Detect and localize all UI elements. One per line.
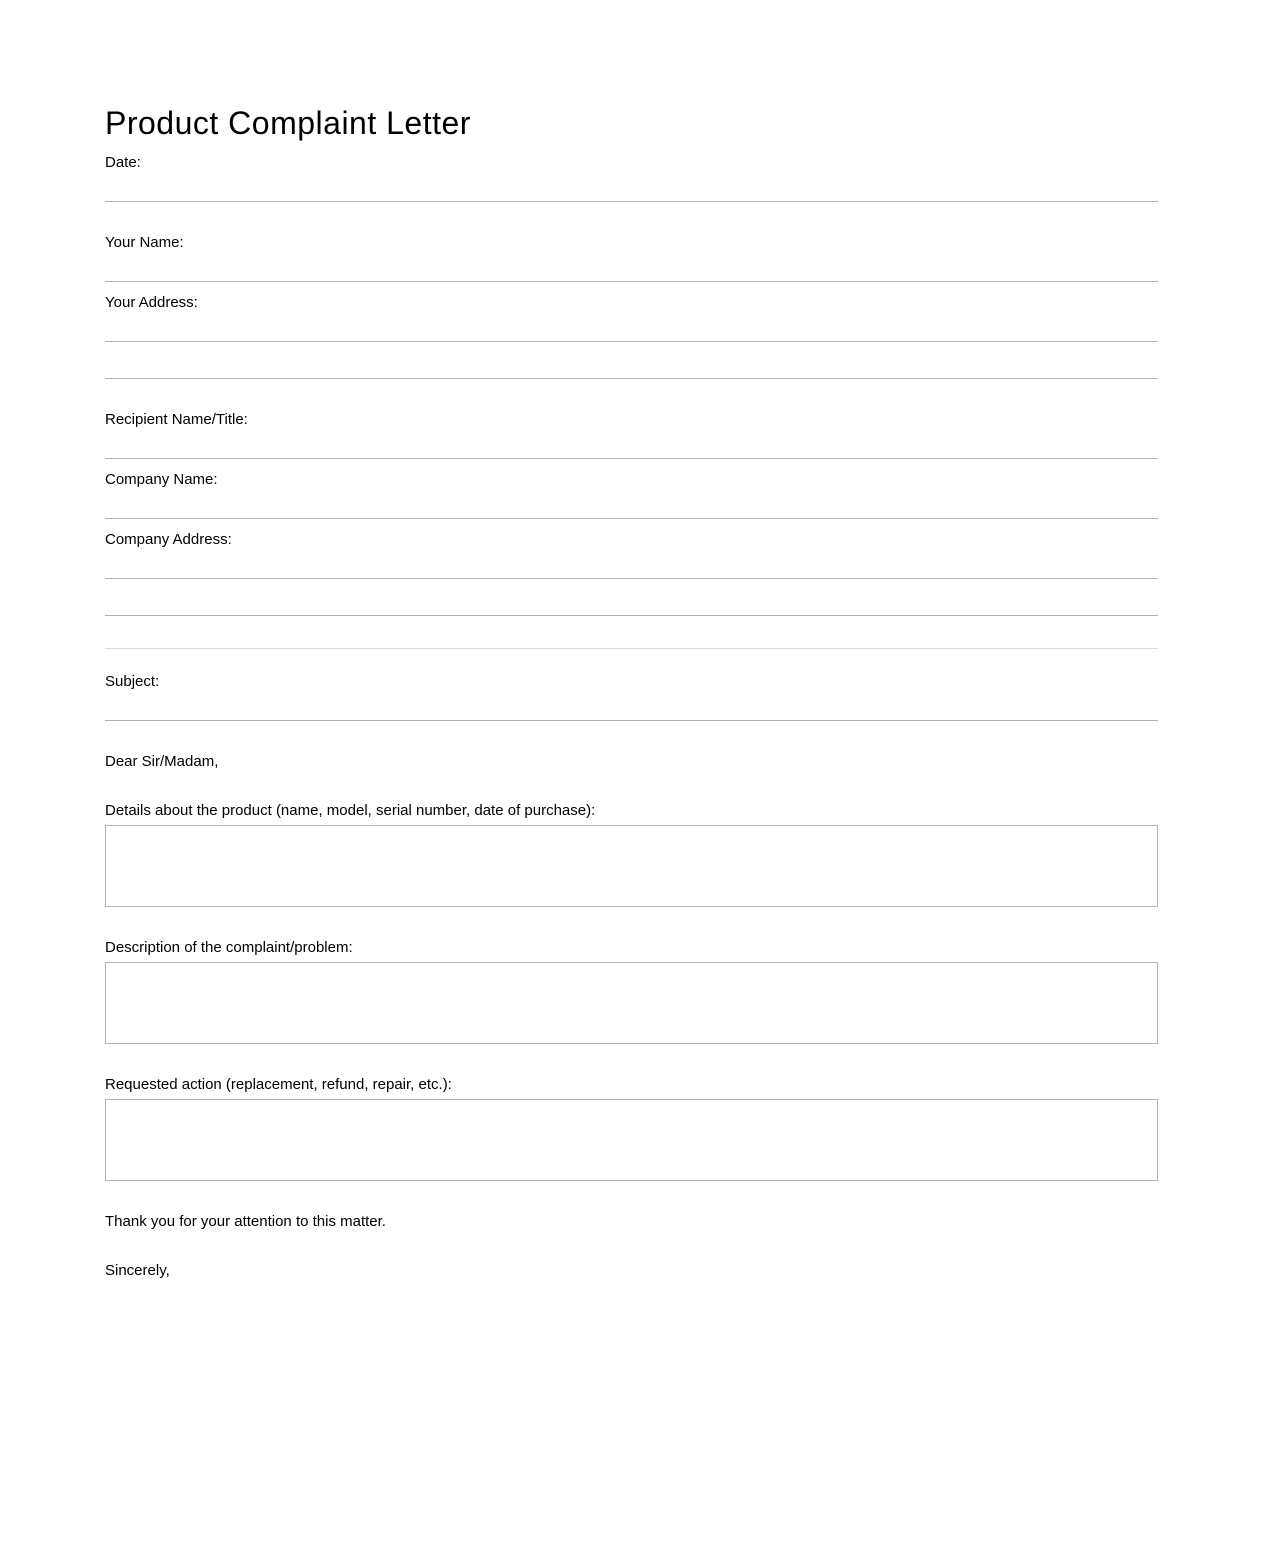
product-details-label: Details about the product (name, model, serial number, date of purchase): xyxy=(105,802,596,819)
company-address-line-2-field[interactable] xyxy=(105,588,1158,614)
product-details-textarea[interactable] xyxy=(105,825,1158,907)
your-address-underline-2 xyxy=(105,378,1158,379)
your-name-field[interactable] xyxy=(105,254,1158,280)
complaint-description-textarea[interactable] xyxy=(105,962,1158,1044)
company-address-label: Company Address: xyxy=(105,531,232,548)
sign-off: Sincerely, xyxy=(105,1262,170,1279)
company-name-field[interactable] xyxy=(105,491,1158,517)
subject-underline xyxy=(105,720,1158,721)
date-field[interactable] xyxy=(105,174,1158,200)
recipient-name-title-label: Recipient Name/Title: xyxy=(105,411,248,428)
subject-field[interactable] xyxy=(105,693,1158,719)
your-address-line-1-field[interactable] xyxy=(105,314,1158,340)
recipient-name-title-field[interactable] xyxy=(105,431,1158,457)
company-address-line-3-field[interactable] xyxy=(105,621,1158,647)
your-address-underline-1 xyxy=(105,341,1158,342)
date-underline xyxy=(105,201,1158,202)
company-address-line-1-field[interactable] xyxy=(105,551,1158,577)
company-address-underline-2 xyxy=(105,615,1158,616)
your-name-underline xyxy=(105,281,1158,282)
company-name-underline xyxy=(105,518,1158,519)
requested-action-textarea[interactable] xyxy=(105,1099,1158,1181)
date-label: Date: xyxy=(105,154,141,171)
recipient-name-title-underline xyxy=(105,458,1158,459)
company-address-underline-3 xyxy=(105,648,1158,649)
page-title: Product Complaint Letter xyxy=(105,105,471,141)
company-name-label: Company Name: xyxy=(105,471,218,488)
requested-action-label: Requested action (replacement, refund, repair, etc.): xyxy=(105,1076,452,1093)
your-name-label: Your Name: xyxy=(105,234,184,251)
your-address-label: Your Address: xyxy=(105,294,198,311)
your-address-line-2-field[interactable] xyxy=(105,351,1158,377)
subject-label: Subject: xyxy=(105,673,160,690)
complaint-description-label: Description of the complaint/problem: xyxy=(105,939,353,956)
closing-note: Thank you for your attention to this matter. xyxy=(105,1213,386,1230)
company-address-underline-1 xyxy=(105,578,1158,579)
salutation: Dear Sir/Madam, xyxy=(105,753,219,770)
